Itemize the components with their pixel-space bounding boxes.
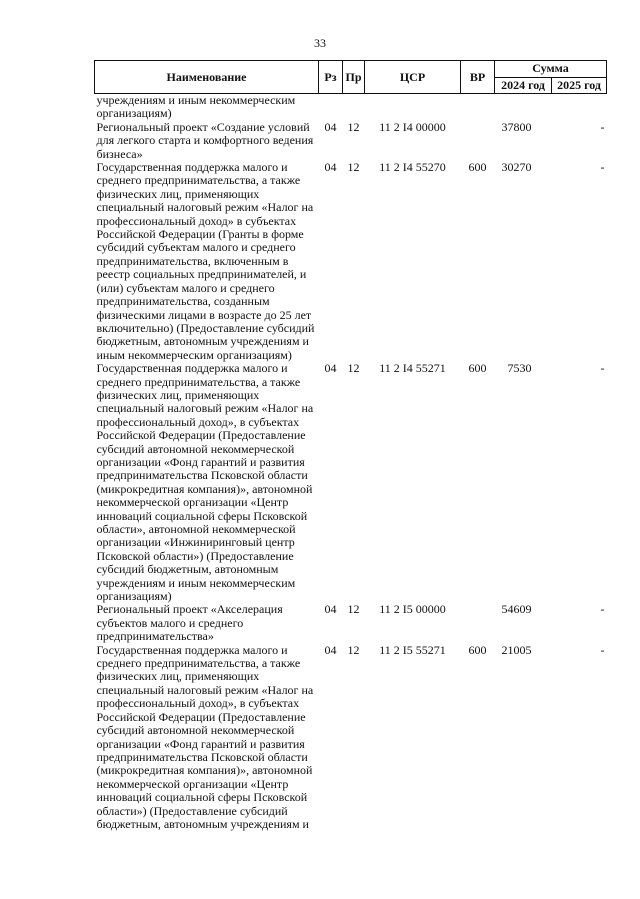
- row-rz: 04: [324, 160, 337, 175]
- row-vr: 600: [468, 642, 487, 657]
- page-number: 33: [314, 36, 326, 50]
- row-pr: 12: [347, 602, 360, 617]
- header-rz: Рз: [319, 61, 343, 94]
- row-pr: 12: [347, 119, 360, 134]
- row-pr: 12: [347, 361, 360, 376]
- row-rz: 04: [324, 642, 337, 657]
- row-csr: [365, 94, 461, 121]
- row-csr: 11 2 I5 00000: [379, 602, 446, 617]
- row-rz: 04: [324, 361, 337, 376]
- header-name: Наименование: [95, 61, 319, 94]
- table-body: [95, 94, 607, 832]
- row-vr: 600: [468, 160, 487, 175]
- row-pr: 12: [347, 642, 360, 657]
- row-rz: [319, 94, 343, 121]
- row-sum-2025: -: [600, 361, 605, 376]
- row-rz: 04: [324, 602, 337, 617]
- row-vr: [461, 121, 495, 161]
- row-rz: 04: [324, 119, 337, 134]
- header-pr: Пр: [343, 61, 365, 94]
- row-sum-2024: 30270: [501, 160, 532, 175]
- table-row: [95, 362, 607, 603]
- row-name: учреждениям и иным некоммерческим организациям): [96, 93, 296, 121]
- header-year-2025: 2025 год: [552, 77, 607, 94]
- row-csr: 11 2 I5 55271: [379, 642, 446, 657]
- row-name: Региональный проект «Акселерация субъектов малого и среднего предпринимательства»: [96, 602, 283, 644]
- header-year-2024: 2024 год: [495, 77, 552, 94]
- table-header: [95, 61, 607, 94]
- row-pr: [343, 94, 365, 121]
- row-csr: 11 2 I4 00000: [379, 119, 446, 134]
- row-sum-2024: 7530: [507, 361, 532, 376]
- row-sum-2024: 54609: [501, 602, 532, 617]
- header-csr: ЦСР: [365, 61, 461, 94]
- row-vr: 600: [468, 361, 487, 376]
- row-name: Государственная поддержка малого и среднего предпринимательства, а также физических лиц, применяющих специальный налоговый режим «Налог на профессиональный доход», в субъектах Российской Федерации (Предоставление субсидий автономной некоммерческой организации «Фонд гарантий и развития предпринимательства Псковской области (микрокредитная компания)», автономной некоммерческой организации «Центр инноваций социальной сферы Псковской области», автономной некоммерческой организации «Инжиниринговый центр Псковской области») (Предоставление субсидий бюджетным, автономным учреждениям и иным некоммерческим организациям): [96, 361, 314, 604]
- row-sum-2024: [495, 94, 552, 121]
- table-row: [95, 121, 607, 161]
- row-name: Государственная поддержка малого и среднего предпринимательства, а также физических лиц, применяющих специальный налоговый режим «Налог на профессиональный доход», в субъектах Российской Федерации (Предоставление субсидий автономной некоммерческой организации «Фонд гарантий и развития предпринимательства Псковской области (микрокредитная компания)», автономной некоммерческой организации «Центр инноваций социальной сферы Псковской области») (Предоставление субсидий бюджетным, автономным учреждениям и: [96, 642, 314, 831]
- row-sum-2025: -: [600, 602, 605, 617]
- row-vr: [461, 603, 495, 643]
- table-row: [95, 94, 607, 121]
- row-sum-2025: [552, 94, 607, 121]
- row-name: Государственная поддержка малого и среднего предпринимательства, а также физических лиц, применяющих специальный налоговый режим «Налог на профессиональный доход» в субъектах Российской Федерации (Гранты в форме субсидий субъектам малого и среднего предпринимательства, включенным в реестр социальных предпринимателей, и (или) субъектам малого и среднего предпринимательства, созданным физическими лицами в возрасте до 25 лет включительно) (Предоставление субсидий бюджетным, автономным учреждениям и иным некоммерческим организациям): [96, 160, 315, 362]
- table-row: [95, 603, 607, 643]
- header-vr: ВР: [461, 61, 495, 94]
- row-sum-2025: -: [600, 642, 605, 657]
- header-sum: Сумма: [495, 61, 607, 78]
- row-csr: 11 2 I4 55270: [379, 160, 446, 175]
- table-row: [95, 161, 607, 362]
- row-pr: 12: [347, 160, 360, 175]
- row-csr: 11 2 I4 55271: [379, 361, 446, 376]
- table-row: [95, 644, 607, 832]
- row-sum-2024: 37800: [501, 119, 532, 134]
- row-sum-2024: 21005: [501, 642, 532, 657]
- row-name: Региональный проект «Создание условий для легкого старта и комфортного ведения бизнеса»: [96, 119, 314, 161]
- row-sum-2025: -: [600, 119, 605, 134]
- budget-table: [94, 60, 607, 831]
- row-sum-2025: -: [600, 160, 605, 175]
- row-vr: [461, 94, 495, 121]
